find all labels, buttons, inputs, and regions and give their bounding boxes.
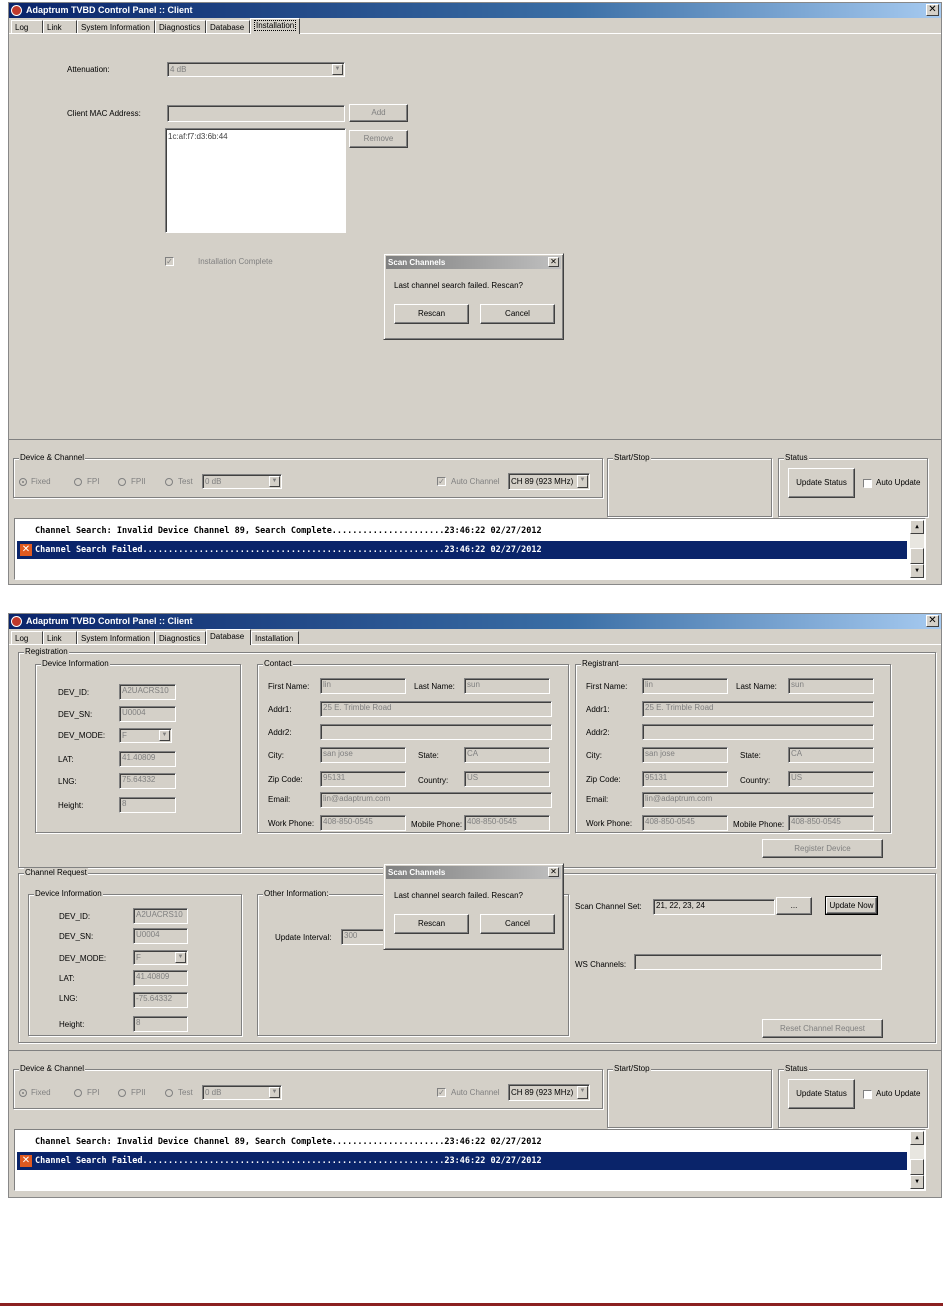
start-stop-label: Start/Stop <box>614 453 650 462</box>
tab-divider <box>9 33 941 34</box>
browse-channels-button[interactable]: ... <box>776 897 812 915</box>
contact-email-field[interactable]: lin@adaptrum.com <box>320 792 552 808</box>
page-footer-rule <box>0 1303 943 1306</box>
log-row-text: Channel Search: Invalid Device Channel 89, Search Complete......................23:46:22 02/27/2012 <box>35 526 542 536</box>
auto-channel-checkbox[interactable]: ✓ <box>438 477 445 486</box>
update-now-button[interactable]: Update Now <box>826 897 877 914</box>
cancel-button[interactable]: Cancel <box>480 304 555 324</box>
radio-test-label: Test <box>178 477 193 486</box>
radio-fpii[interactable] <box>118 1089 126 1097</box>
mac-address-list[interactable] <box>165 128 346 233</box>
contact-addr2-field[interactable] <box>320 724 552 740</box>
rescan-button[interactable]: Rescan <box>394 914 469 934</box>
log-row-text: Channel Search Failed...........................................................23:46:22 02/27/2012 <box>35 545 542 555</box>
bottom-panel-separator <box>9 439 941 440</box>
test-attenuation-value: 0 dB <box>205 477 222 486</box>
dev-mode-value: F <box>122 731 127 740</box>
registrant-first-name-field[interactable]: lin <box>642 678 728 694</box>
tab-bar <box>9 630 941 645</box>
cr-lng-field[interactable]: -75.64332 <box>133 992 188 1008</box>
device-channel-label: Device & Channel <box>20 453 85 462</box>
registrant-email-field[interactable]: lin@adaptrum.com <box>642 792 874 808</box>
contact-state-field[interactable]: CA <box>464 747 550 763</box>
auto-update-label: Auto Update <box>876 1089 921 1098</box>
dialog-title-bar <box>386 866 561 879</box>
tab-link[interactable]: Link <box>43 631 77 644</box>
tab-system-information[interactable]: System Information <box>77 631 155 644</box>
dev-sn-label: DEV_SN: <box>58 710 93 719</box>
log-row-selected[interactable] <box>17 541 907 559</box>
add-button[interactable]: Add <box>349 104 408 122</box>
height-label: Height: <box>58 801 84 810</box>
registrant-label: Registrant <box>582 659 619 668</box>
registrant-mobile-phone-label: Mobile Phone: <box>733 820 785 829</box>
registrant-addr1-field[interactable]: 25 E. Trimble Road <box>642 701 874 717</box>
ws-channels-field[interactable] <box>634 954 882 970</box>
registration-group <box>18 647 936 868</box>
app-logo-icon <box>11 616 22 627</box>
radio-fpii-label: FPII <box>131 1088 146 1097</box>
tab-bar <box>9 19 941 34</box>
tab-log[interactable]: Log <box>11 20 43 33</box>
reset-channel-request-button[interactable]: Reset Channel Request <box>762 1019 883 1038</box>
contact-addr1-field[interactable]: 25 E. Trimble Road <box>320 701 552 717</box>
log-scrollbar[interactable] <box>910 520 924 578</box>
contact-email-label: Email: <box>268 795 291 804</box>
contact-first-name-label: First Name: <box>268 682 310 691</box>
update-interval-label: Update Interval: <box>275 933 332 942</box>
registrant-email-label: Email: <box>586 795 609 804</box>
radio-fpi-label: FPI <box>87 1088 100 1097</box>
tab-diagnostics[interactable]: Diagnostics <box>155 631 206 644</box>
window-title: Adaptrum TVBD Control Panel :: Client <box>26 5 193 15</box>
log-row[interactable] <box>17 522 907 540</box>
start-stop-label: Start/Stop <box>614 1064 650 1073</box>
tab-diagnostics[interactable]: Diagnostics <box>155 20 206 33</box>
registrant-city-label: City: <box>586 751 602 760</box>
cancel-button[interactable]: Cancel <box>480 914 555 934</box>
dialog-title: Scan Channels <box>388 258 446 267</box>
cr-device-info-label: Device Information <box>35 889 102 898</box>
cr-dev-mode-select[interactable] <box>133 950 188 965</box>
registration-label: Registration <box>25 647 68 656</box>
registrant-addr2-field[interactable] <box>642 724 874 740</box>
channel-select[interactable] <box>508 1084 590 1101</box>
contact-state-label: State: <box>418 751 439 760</box>
ws-channels-label: WS Channels: <box>575 960 627 969</box>
radio-fixed[interactable] <box>19 1089 27 1097</box>
cr-dev-sn-field[interactable]: U0004 <box>133 928 188 944</box>
update-status-button[interactable]: Update Status <box>788 1079 855 1109</box>
dev-id-field[interactable]: A2UACRS10 <box>119 684 176 700</box>
device-channel-group <box>13 453 603 498</box>
test-attenuation-select[interactable] <box>202 1085 282 1100</box>
dev-mode-label: DEV_MODE: <box>58 731 106 740</box>
title-bar <box>9 3 941 18</box>
auto-update-checkbox[interactable] <box>863 479 872 488</box>
scroll-thumb[interactable] <box>910 1159 924 1175</box>
cr-dev-sn-label: DEV_SN: <box>59 932 94 941</box>
channel-value: CH 89 (923 MHz) <box>511 477 574 486</box>
contact-group <box>257 659 569 833</box>
auto-update-label: Auto Update <box>876 478 921 487</box>
scroll-down-icon[interactable]: ▼ <box>910 1175 924 1189</box>
tab-database[interactable]: Database <box>206 20 250 33</box>
cr-lng-label: LNG: <box>59 994 78 1003</box>
list-item[interactable]: 1c:af:f7:d3:6b:44 <box>168 132 228 141</box>
radio-fixed[interactable] <box>19 478 27 486</box>
cr-height-label: Height: <box>59 1020 85 1029</box>
registrant-last-name-field[interactable]: sun <box>788 678 874 694</box>
lng-label: LNG: <box>58 777 77 786</box>
test-attenuation-value: 0 dB <box>205 1088 222 1097</box>
dialog-title: Scan Channels <box>388 868 446 877</box>
tab-system-information[interactable]: System Information <box>77 20 155 33</box>
device-channel-label: Device & Channel <box>20 1064 85 1073</box>
close-icon[interactable]: ✕ <box>926 4 939 16</box>
contact-last-name-label: Last Name: <box>414 682 455 691</box>
registrant-city-field[interactable]: san jose <box>642 747 728 763</box>
tab-installation-label: Installation <box>256 21 295 30</box>
channel-request-label: Channel Request <box>25 868 87 877</box>
registrant-zip-label: Zip Code: <box>586 775 621 784</box>
contact-city-field[interactable]: san jose <box>320 747 406 763</box>
close-icon[interactable]: ✕ <box>548 867 559 877</box>
chevron-down-icon[interactable]: ▼ <box>269 476 280 487</box>
update-interval-field[interactable]: 300 <box>341 929 421 945</box>
registrant-state-field[interactable]: CA <box>788 747 874 763</box>
mac-address-input[interactable] <box>167 105 345 122</box>
radio-test[interactable] <box>165 478 173 486</box>
error-icon: ✕ <box>21 1155 31 1166</box>
close-icon[interactable]: ✕ <box>548 257 559 267</box>
radio-test[interactable] <box>165 1089 173 1097</box>
registrant-zip-field[interactable]: 95131 <box>642 771 728 787</box>
radio-fixed-label: Fixed <box>31 1088 51 1097</box>
contact-country-field[interactable]: US <box>464 771 550 787</box>
log-row[interactable] <box>17 1133 907 1151</box>
log-row-text: Channel Search Failed...........................................................23:46:22 02/27/2012 <box>35 1156 542 1166</box>
status-group <box>778 453 928 517</box>
device-channel-group <box>13 1064 603 1109</box>
cr-dev-id-field[interactable]: A2UACRS10 <box>133 908 188 924</box>
radio-test-label: Test <box>178 1088 193 1097</box>
cr-dev-mode-label: DEV_MODE: <box>59 954 107 963</box>
other-info-label: Other Information: <box>264 889 329 898</box>
registrant-country-label: Country: <box>740 776 771 785</box>
contact-zip-field[interactable]: 95131 <box>320 771 406 787</box>
channel-select[interactable] <box>508 473 590 490</box>
registrant-work-phone-field[interactable]: 408-850-0545 <box>642 815 728 831</box>
scroll-up-icon[interactable]: ▲ <box>910 1131 924 1145</box>
mac-address-label: Client MAC Address: <box>67 109 141 118</box>
contact-work-phone-label: Work Phone: <box>268 819 315 828</box>
scan-channel-set-label: Scan Channel Set: <box>575 902 642 911</box>
dev-sn-field[interactable]: U0004 <box>119 706 176 722</box>
scan-channels-dialog <box>383 863 564 950</box>
status-label: Status <box>785 1064 808 1073</box>
test-attenuation-select[interactable] <box>202 474 282 489</box>
cr-dev-mode-value: F <box>136 953 141 962</box>
radio-fpi[interactable] <box>74 1089 82 1097</box>
attenuation-label: Attenuation: <box>67 65 110 74</box>
scroll-down-icon[interactable]: ▼ <box>910 564 924 578</box>
log-row-text: Channel Search: Invalid Device Channel 89, Search Complete......................23:46:22 02/27/2012 <box>35 1137 542 1147</box>
chevron-down-icon[interactable]: ▼ <box>159 730 170 741</box>
title-bar <box>9 614 941 629</box>
start-stop-group <box>607 453 772 517</box>
tab-installation[interactable]: Installation <box>251 631 299 644</box>
registrant-mobile-phone-field[interactable]: 408-850-0545 <box>788 815 874 831</box>
contact-zip-label: Zip Code: <box>268 775 303 784</box>
registrant-work-phone-label: Work Phone: <box>586 819 633 828</box>
cr-lat-field[interactable]: 41.40809 <box>133 970 188 986</box>
log-scrollbar[interactable] <box>910 1131 924 1189</box>
auto-channel-checkbox[interactable]: ✓ <box>438 1088 445 1097</box>
registrant-group <box>575 659 891 833</box>
chevron-down-icon[interactable]: ▼ <box>577 1086 588 1099</box>
registrant-country-field[interactable]: US <box>788 771 874 787</box>
lat-label: LAT: <box>58 755 74 764</box>
error-icon: ✕ <box>21 544 31 555</box>
lat-field[interactable]: 41.40809 <box>119 751 176 767</box>
register-device-button[interactable]: Register Device <box>762 839 883 858</box>
scroll-up-icon[interactable]: ▲ <box>910 520 924 534</box>
tab-database-label: Database <box>210 632 245 641</box>
log-row-selected[interactable] <box>17 1152 907 1170</box>
tab-log[interactable]: Log <box>11 631 43 644</box>
registrant-state-label: State: <box>740 751 761 760</box>
contact-first-name-field[interactable]: lin <box>320 678 406 694</box>
device-info-group <box>35 659 241 833</box>
auto-channel-label: Auto Channel <box>451 477 500 486</box>
contact-addr1-label: Addr1: <box>268 705 292 714</box>
contact-mobile-phone-label: Mobile Phone: <box>411 820 463 829</box>
lng-field[interactable]: 75.64332 <box>119 773 176 789</box>
registrant-addr2-label: Addr2: <box>586 728 610 737</box>
status-label: Status <box>785 453 808 462</box>
contact-last-name-field[interactable]: sun <box>464 678 550 694</box>
registrant-last-name-label: Last Name: <box>736 682 777 691</box>
contact-country-label: Country: <box>418 776 449 785</box>
dialog-message: Last channel search failed. Rescan? <box>394 891 523 900</box>
radio-fpii[interactable] <box>118 478 126 486</box>
bottom-panel-separator <box>9 1050 941 1051</box>
chevron-down-icon[interactable]: ▼ <box>175 952 186 963</box>
dev-mode-select[interactable] <box>119 728 172 743</box>
radio-fpii-label: FPII <box>131 477 146 486</box>
status-group <box>778 1064 928 1128</box>
scroll-thumb[interactable] <box>910 548 924 564</box>
installation-complete-checkbox[interactable]: ✓ <box>166 257 173 266</box>
remove-button[interactable]: Remove <box>349 130 408 148</box>
cr-lat-label: LAT: <box>59 974 75 983</box>
contact-label: Contact <box>264 659 292 668</box>
channel-value: CH 89 (923 MHz) <box>511 1088 574 1097</box>
chevron-down-icon[interactable]: ▼ <box>577 475 588 488</box>
attenuation-value: 4 dB <box>170 65 187 74</box>
app-window-database <box>8 613 942 1198</box>
cr-device-info-group <box>28 889 242 1036</box>
app-window-installation <box>8 2 942 585</box>
installation-complete-label: Installation Complete <box>198 257 273 266</box>
contact-mobile-phone-field[interactable]: 408-850-0545 <box>464 815 550 831</box>
registrant-first-name-label: First Name: <box>586 682 628 691</box>
contact-city-label: City: <box>268 751 284 760</box>
contact-addr2-label: Addr2: <box>268 728 292 737</box>
event-log[interactable] <box>14 1129 926 1191</box>
close-icon[interactable]: ✕ <box>926 615 939 627</box>
radio-fpi-label: FPI <box>87 477 100 486</box>
tab-installation[interactable] <box>250 18 300 34</box>
chevron-down-icon[interactable]: ▼ <box>332 64 343 75</box>
event-log[interactable] <box>14 518 926 580</box>
tab-divider <box>9 644 941 645</box>
dialog-message: Last channel search failed. Rescan? <box>394 281 523 290</box>
scan-channels-dialog <box>383 253 564 340</box>
radio-fpi[interactable] <box>74 478 82 486</box>
scan-channel-set-field[interactable]: 21, 22, 23, 24 <box>653 899 775 915</box>
tab-link[interactable]: Link <box>43 20 77 33</box>
auto-channel-label: Auto Channel <box>451 1088 500 1097</box>
registrant-addr1-label: Addr1: <box>586 705 610 714</box>
device-info-label: Device Information <box>42 659 109 668</box>
attenuation-select[interactable] <box>167 62 345 77</box>
contact-work-phone-field[interactable]: 408-850-0545 <box>320 815 406 831</box>
tab-database[interactable] <box>206 629 251 645</box>
auto-update-checkbox[interactable] <box>863 1090 872 1099</box>
cr-dev-id-label: DEV_ID: <box>59 912 91 921</box>
height-field[interactable]: 8 <box>119 797 176 813</box>
chevron-down-icon[interactable]: ▼ <box>269 1087 280 1098</box>
dev-id-label: DEV_ID: <box>58 688 90 697</box>
cr-height-field[interactable]: 8 <box>133 1016 188 1032</box>
window-title: Adaptrum TVBD Control Panel :: Client <box>26 616 193 626</box>
update-status-button[interactable]: Update Status <box>788 468 855 498</box>
app-logo-icon <box>11 5 22 16</box>
radio-fixed-label: Fixed <box>31 477 51 486</box>
dialog-title-bar <box>386 256 561 269</box>
start-stop-group <box>607 1064 772 1128</box>
rescan-button[interactable]: Rescan <box>394 304 469 324</box>
